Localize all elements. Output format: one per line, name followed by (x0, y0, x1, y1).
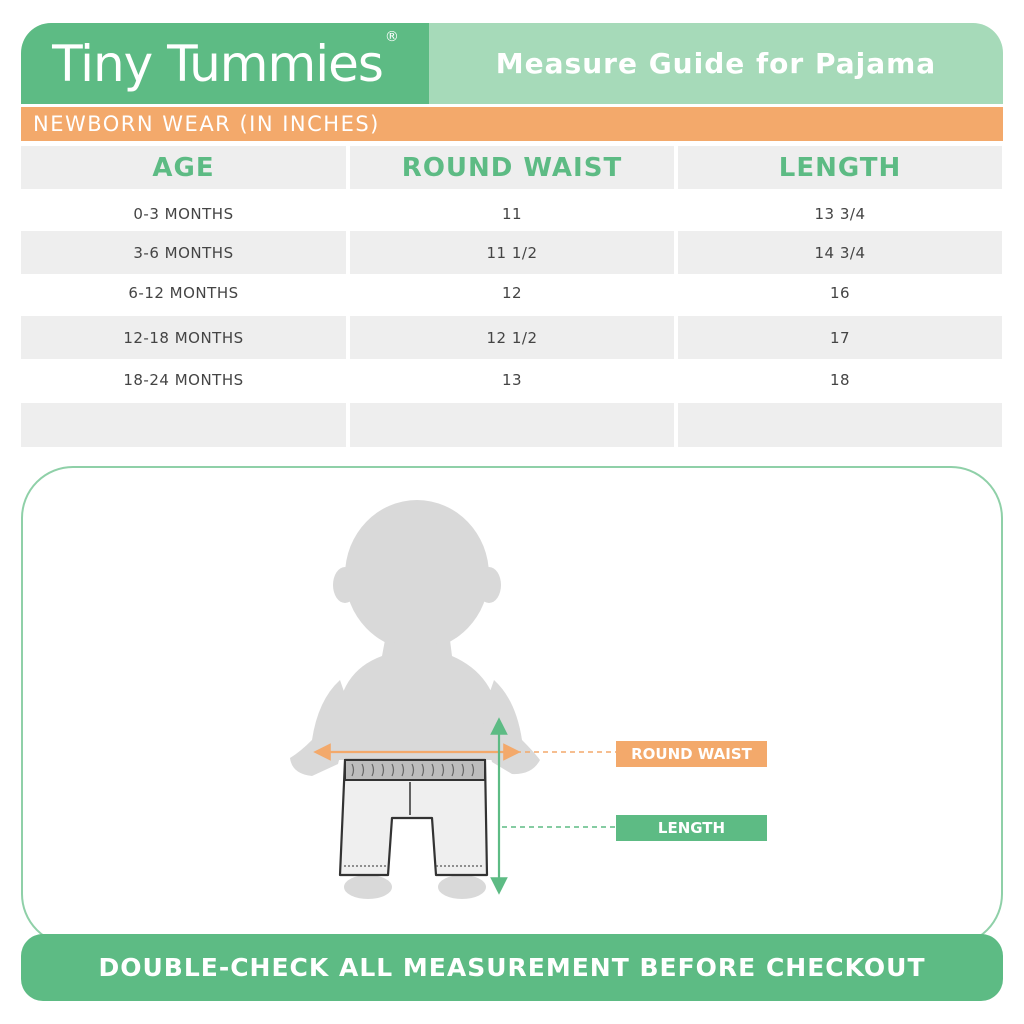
table-cell-age: 6-12 MONTHS (128, 284, 239, 302)
table-cell-waist: 11 (501, 204, 523, 223)
table-cell-length: 13 3/4 (814, 204, 866, 223)
round-waist-label: ROUND WAIST (616, 741, 767, 767)
baby-silhouette (290, 500, 540, 899)
table-cell-age: 12-18 MONTHS (21, 316, 346, 359)
table-cell-waist: 12 (501, 284, 523, 302)
brand-name: Tiny Tummies (52, 34, 383, 93)
table-cell-length: 18 (829, 371, 851, 389)
table-cell-waist: 12 1/2 (350, 316, 674, 359)
header-length: LENGTH (678, 146, 1002, 189)
table-cell-length: 14 3/4 (678, 231, 1002, 274)
page-title: Measure Guide for Pajama (495, 47, 937, 80)
header-age: AGE (21, 146, 346, 189)
header-round-waist: ROUND WAIST (350, 146, 674, 189)
pajama-pants (340, 760, 487, 875)
table-cell-age: 0-3 MONTHS (133, 204, 234, 223)
table-cell-length: 17 (678, 316, 1002, 359)
length-label: LENGTH (616, 815, 767, 841)
registered-mark: ® (384, 28, 398, 45)
table-cell-age: 3-6 MONTHS (21, 231, 346, 274)
table-cell-waist: 13 (501, 371, 523, 389)
checkout-reminder-banner: DOUBLE-CHECK ALL MEASUREMENT BEFORE CHECKOUT (21, 934, 1003, 1001)
table-cell-length: 16 (829, 284, 851, 302)
table-cell-age: 18-24 MONTHS (123, 371, 244, 389)
table-cell-waist: 11 1/2 (350, 231, 674, 274)
size-category-bar: NEWBORN WEAR (IN INCHES) (21, 107, 1003, 141)
